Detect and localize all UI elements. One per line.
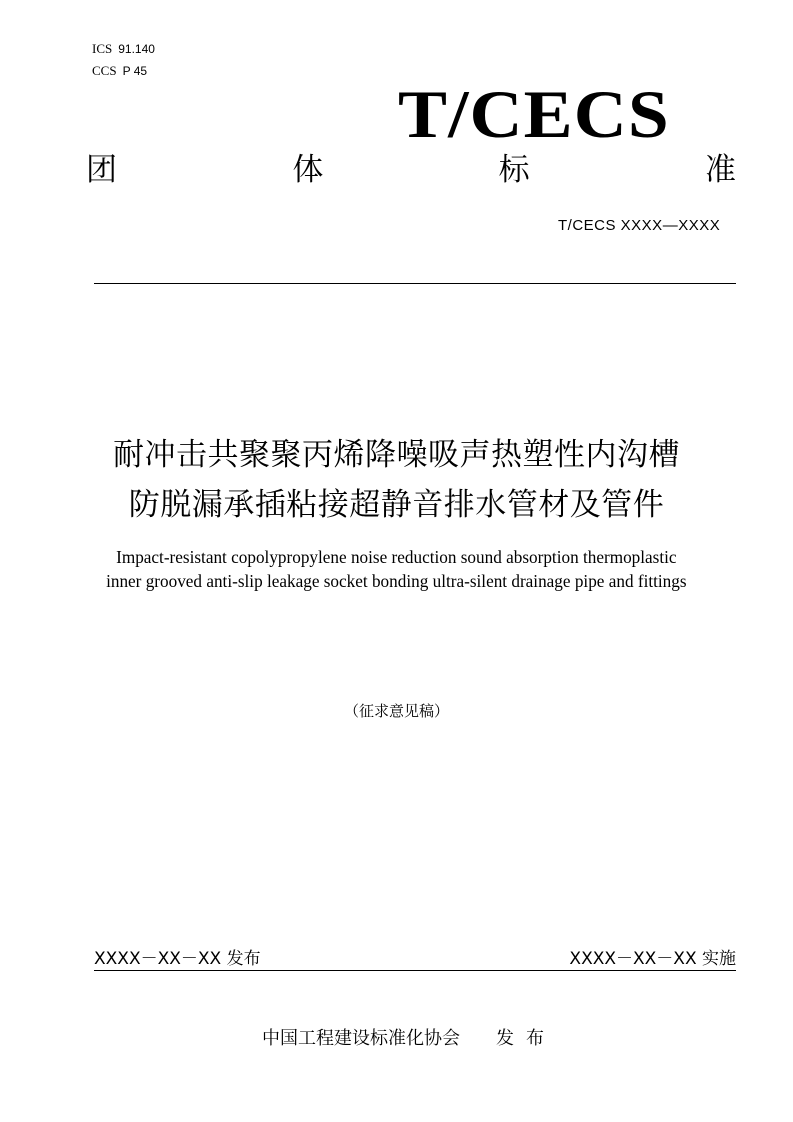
implement-date: XXXX－XX－XX 实施 — [569, 949, 736, 969]
title-cn-line2: 防脱漏承插粘接超静音排水管材及管件 — [128, 487, 665, 523]
title-en-line2: inner grooved anti-slip leakage socket bonding ultra-silent drainage pipe and fittings — [106, 571, 687, 591]
standard-type-char: 标 — [498, 152, 530, 188]
title-cn-line1: 耐冲击共聚聚丙烯降噪吸声热塑性内沟槽 — [113, 437, 680, 473]
bottom-divider — [94, 970, 736, 971]
standard-type-char: 团 — [86, 152, 117, 188]
ics-code: ICS 91.140 — [92, 41, 155, 56]
ccs-code: CCS P 45 — [92, 63, 148, 78]
title-en-line1: Impact-resistant copolypropylene noise reduction sound absorption thermoplastic — [116, 547, 677, 567]
standard-type-char: 体 — [292, 152, 324, 188]
title-english — [0, 545, 793, 593]
issuer-name: 中国工程建设标准化协会 — [262, 1028, 460, 1049]
classification-codes — [92, 38, 155, 82]
draft-status: （征求意见稿） — [343, 702, 449, 720]
issuer-action: 发布 — [496, 1028, 556, 1049]
tcecs-logo: T/CECS — [398, 76, 670, 152]
standard-type-heading — [86, 150, 736, 190]
title-chinese — [0, 430, 793, 530]
issuer-line — [262, 1024, 556, 1050]
top-divider — [94, 283, 736, 284]
standard-number: T/CECS XXXX—XXXX — [558, 217, 721, 234]
standard-type-char: 准 — [704, 152, 736, 188]
publish-date: XXXX－XX－XX 发布 — [94, 949, 261, 969]
